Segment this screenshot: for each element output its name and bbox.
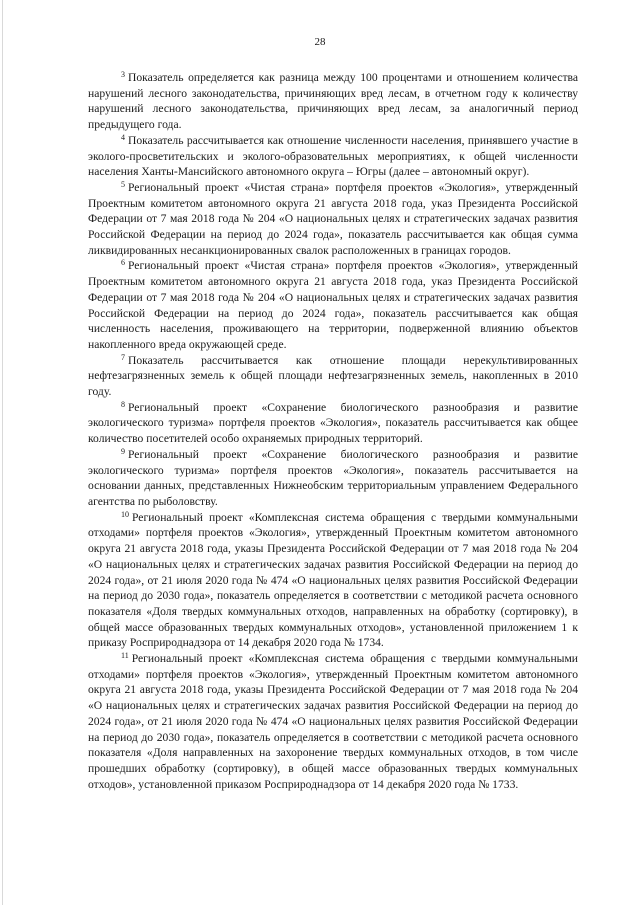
page-number: 28: [314, 36, 326, 48]
footnote-marker: 10: [121, 509, 129, 519]
footnote-text: Региональный проект «Сохранение биологического разнообразия и развитие экологического туризма» портфеля проектов «Экология», показатель рассчитывается как общее количество посетителей особо охраняемых природных территорий.: [88, 400, 578, 446]
footnote-11: [88, 651, 578, 792]
footnote-text: Региональный проект «Сохранение биологического разнообразия и развитие экологического туризма» портфеля проектов «Экология», показатель рассчитывается на основании данных, представленных Нижнеобским территориальным управлением Федерального агентства по рыболовству.: [88, 447, 578, 508]
footnote-text: Показатель рассчитывается как отношение площади нерекультивированных нефтезагрязненных земель к общей площади нефтезагрязненных земель, накопленных в 2010 году.: [88, 353, 578, 399]
footnote-text: Региональный проект «Комплексная система обращения с твердыми коммунальными отходами» портфеля проектов «Экология», утвержденный Проектным комитетом автономного округа 21 августа 2018 года, указы Президента Российской Федерации от 7 мая 2018 года № 204 «О национальных целях и стратегических задачах развития Российской Федерации на период до 2024 года», от 21 июля 2020 года № 474 «О национальных целях развития Российской Федерации на период до 2030 года», показатель определяется в соответствии с методикой расчета основного показателя «Доля направленных на захоронение твердых коммунальных отходов, в том числе прошедших обработку (сортировку), в общей массе образованных твердых коммунальных отходов», установленной приказом Росприроднадзора от 14 декабря 2020 года № 1733.: [88, 652, 578, 791]
footnote-marker: 11: [121, 651, 129, 661]
footnote-marker: 4: [121, 132, 125, 142]
footnote-marker: 9: [121, 446, 125, 456]
footnote-marker: 6: [121, 258, 125, 268]
footnote-marker: 3: [121, 70, 125, 79]
footnote-6: [88, 258, 578, 352]
footnote-7: [88, 353, 578, 400]
footnote-text: Показатель рассчитывается как отношение численности населения, принявшего участие в эколого-просветительских и эколого-образовательных мероприятиях, к общей численности населения Ханты-Мансийского автономного округа – Югры (далее – автономный округ).: [88, 133, 578, 179]
footnote-4: [88, 133, 578, 180]
footnote-text: Региональный проект «Чистая страна» портфеля проектов «Экология», утвержденный Проектным комитетом автономного округа 21 августа 2018 года, указ Президента Российской Федерации от 7 мая 2018 года № 204 «О национальных целях и стратегических задачах развития Российской Федерации на период до 2024 года», показатель рассчитывается как общая численность населения, проживающего на территории, подверженной влиянию объектов накопленного вреда окружающей среде.: [88, 259, 578, 351]
footnote-5: [88, 180, 578, 259]
footnote-8: [88, 400, 578, 447]
footnote-marker: 5: [121, 179, 125, 189]
footnotes-block: [88, 70, 578, 792]
footnote-text: Региональный проект «Чистая страна» портфеля проектов «Экология», утвержденный Проектным комитетом автономного округа 21 августа 2018 года, указ Президента Российской Федерации от 7 мая 2018 года № 204 «О национальных целях и стратегических задачах развития Российской Федерации на период до 2024 года», показатель рассчитывается как общая сумма ликвидированных несанкционированных свалок расположенных в границах городов.: [88, 180, 578, 257]
footnote-3: [88, 70, 578, 133]
footnote-marker: 8: [121, 399, 125, 409]
scan-edge-line: [2, 0, 3, 905]
footnote-text: Показатель определяется как разница между 100 процентами и отношением количества нарушений лесного законодательства, причиняющих вред лесам, в отчетном году к количеству нарушений лесного законодательства, причиняющих вред лесам, за аналогичный период предыдущего года.: [88, 71, 578, 132]
footnote-marker: 7: [121, 352, 125, 362]
footnote-10: [88, 510, 578, 651]
footnote-9: [88, 447, 578, 510]
footnote-text: Региональный проект «Комплексная система обращения с твердыми коммунальными отходами» портфеля проектов «Экология», утвержденный Проектным комитетом автономного округа 21 августа 2018 года, указы Президента Российской Федерации от 7 мая 2018 года № 204 «О национальных целях и стратегических задачах развития Российской Федерации на период до 2024 года», от 21 июля 2020 года № 474 «О национальных целях развития Российской Федерации на период до 2030 года», показатель определяется в соответствии с методикой расчета основного показателя «Доля твердых коммунальных отходов, направленных на обработку (сортировку), в общей массе образованных твердых коммунальных отходов», установленной приложением 1 к приказу Росприроднадзора от 14 декабря 2020 года № 1734.: [88, 510, 578, 650]
